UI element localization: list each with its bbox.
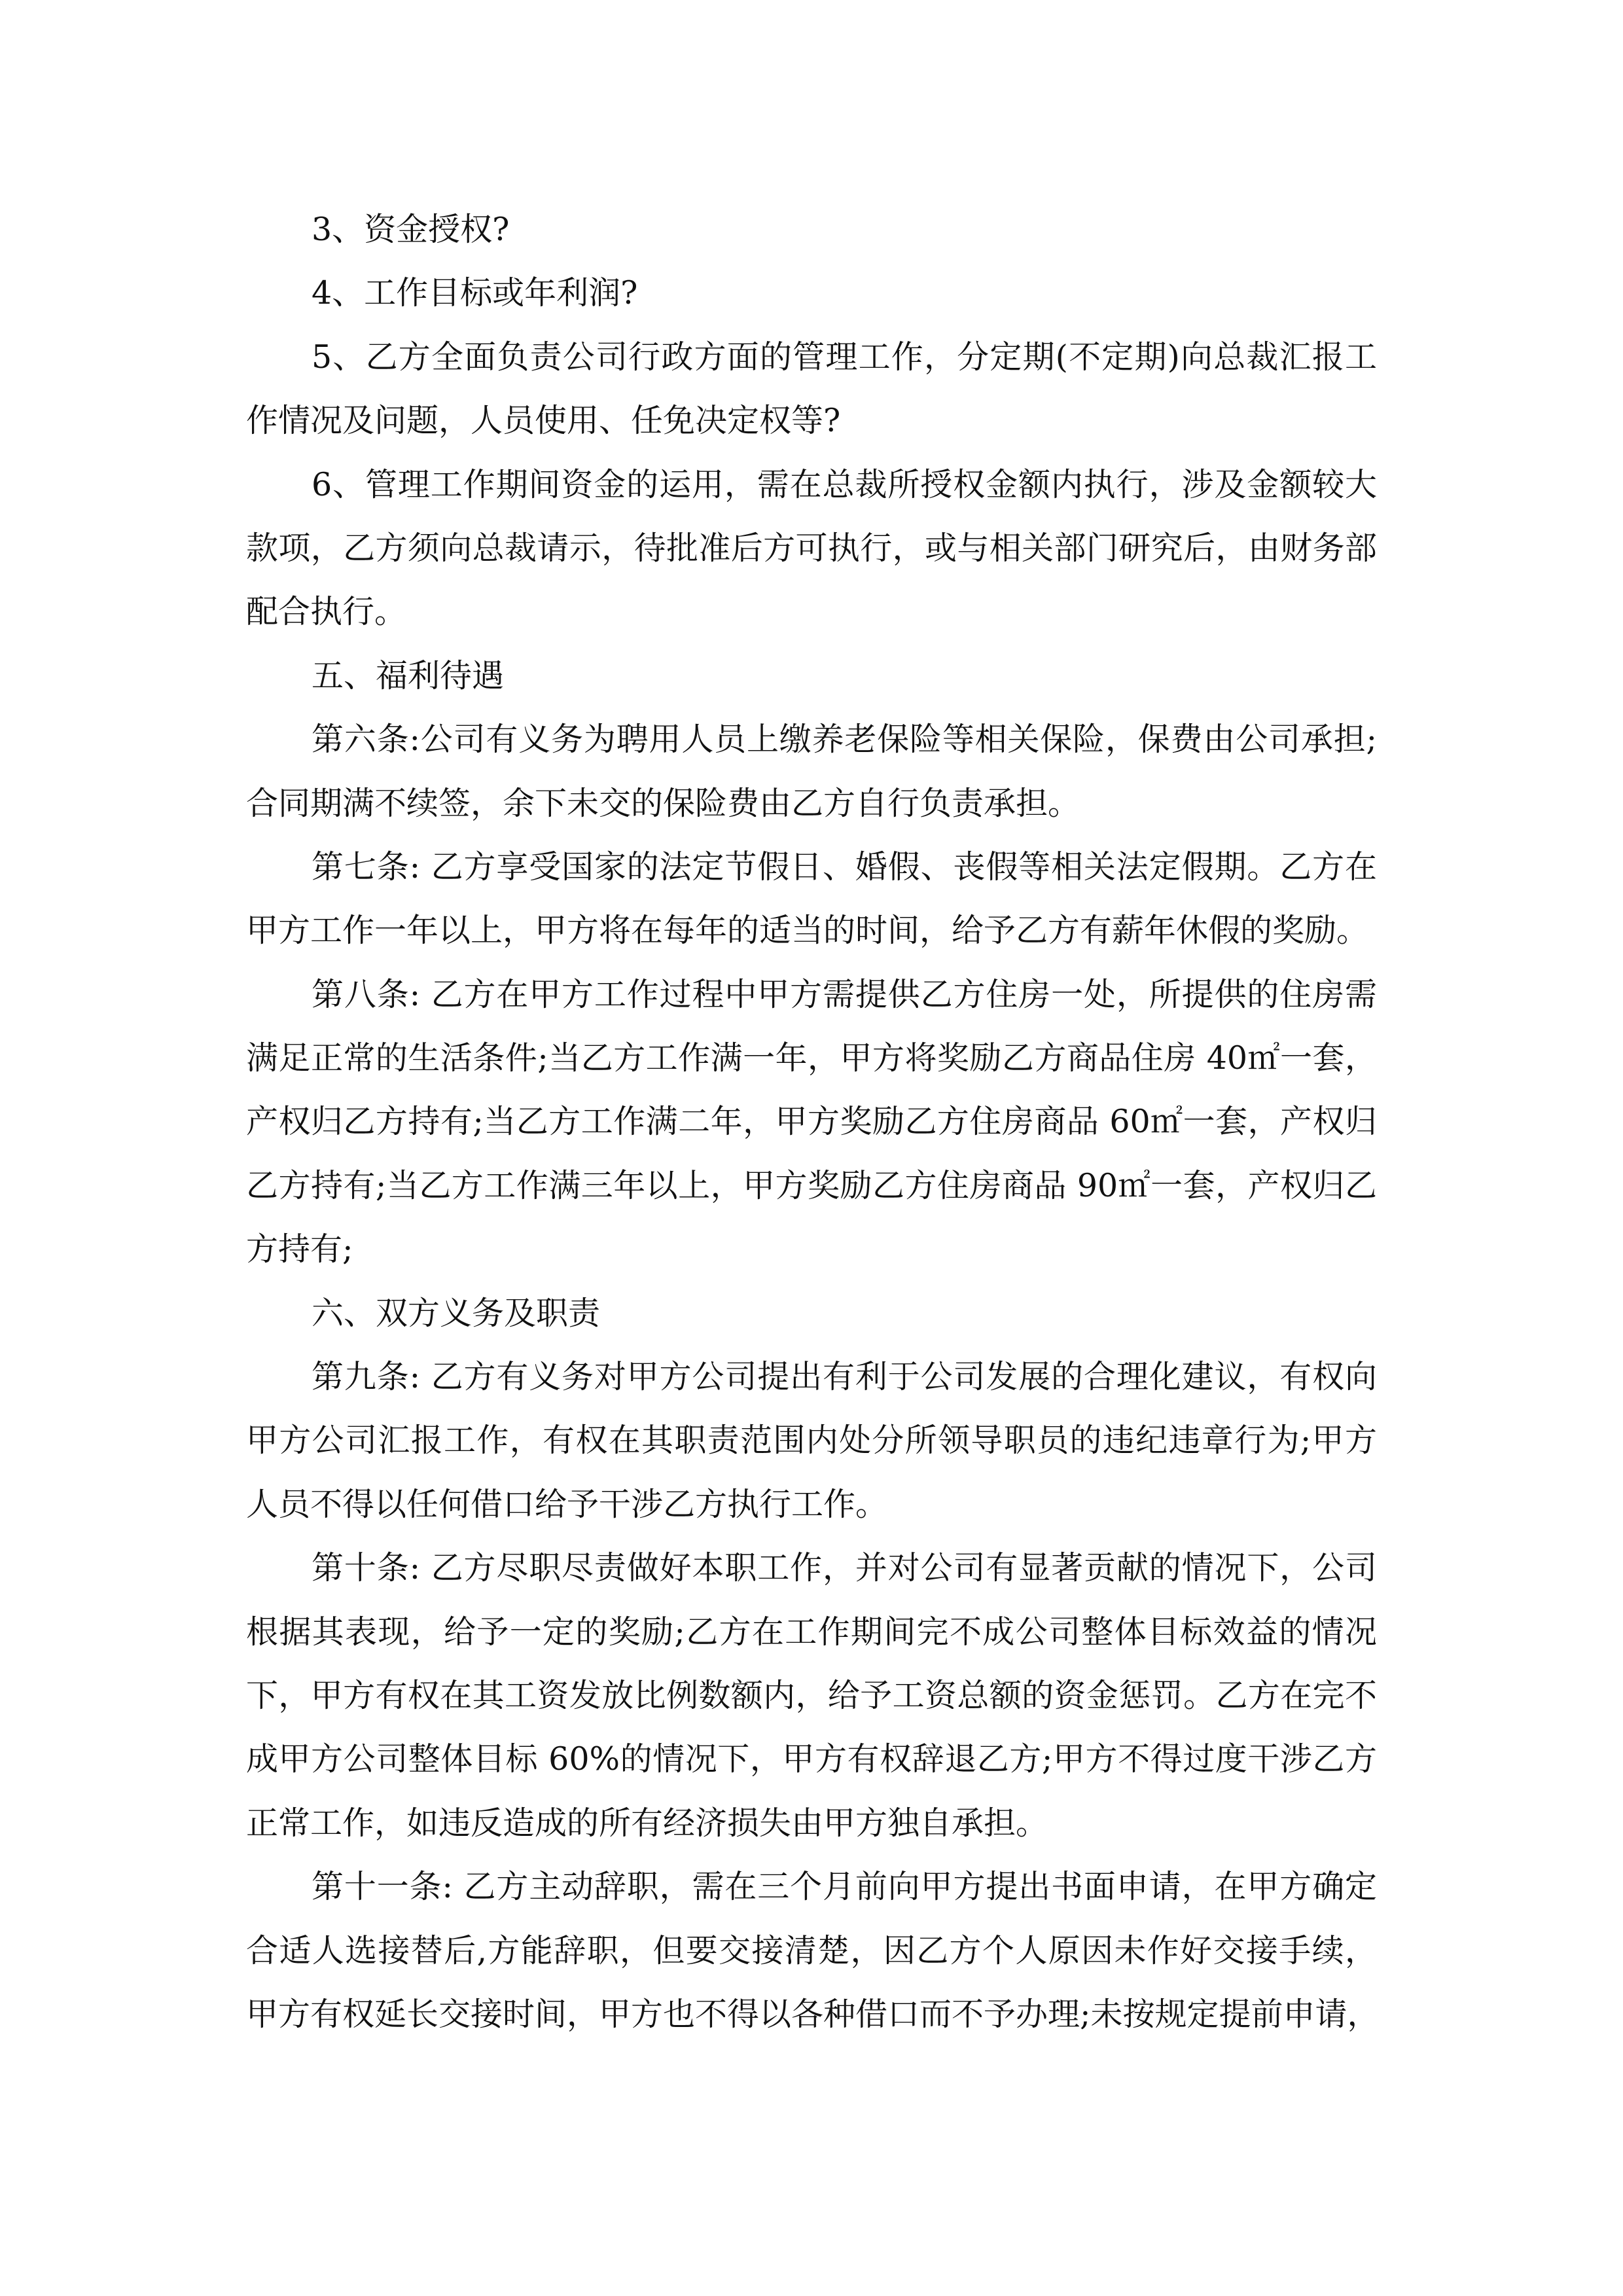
text-line: 第十条: 乙方尽职尽责做好本职工作，并对公司有显著贡献的情况下，公司 [312,1549,1377,1587]
paragraph [246,1282,1377,1345]
paragraph [246,325,1377,453]
paragraph [246,644,1377,708]
document-body [246,198,1380,2046]
paragraph [246,453,1377,644]
text-line: 6、管理工作期间资金的运用，需在总裁所授权金额内执行，涉及金额较大 [312,465,1377,503]
text-line: 五、福利待遇 [312,656,505,694]
text-line: 作情况及问题，人员使用、任免决定权等? [246,402,841,440]
text-line: 六、双方义务及职责 [312,1294,601,1332]
text-line: 第六条:公司有义务为聘用人员上缴养老保险等相关保险，保费由公司承担; [312,721,1377,759]
text-line: 第九条: 乙方有义务对甲方公司提出有利于公司发展的合理化建议，有权向 [312,1358,1377,1396]
text-line: 甲方有权延长交接时间，甲方也不得以各种借口而不予办理;未按规定提前申请， [246,1995,1380,2033]
text-line: 根据其表现，给予一定的奖励;乙方在工作期间完不成公司整体目标效益的情况 [246,1613,1377,1651]
text-line: 甲方公司汇报工作，有权在其职责范围内处分所领导职员的违纪违章行为;甲方 [246,1422,1377,1460]
paragraph [246,1855,1380,2046]
text-line: 产权归乙方持有;当乙方工作满二年，甲方奖励乙方住房商品 60㎡一套，产权归 [246,1103,1377,1141]
paragraph [246,708,1377,835]
text-line: 第七条: 乙方享受国家的法定节假日、婚假、丧假等相关法定假期。乙方在 [312,848,1377,886]
paragraph [246,1345,1377,1536]
text-line: 正常工作，如违反造成的所有经济损失由甲方独自承担。 [246,1804,1048,1842]
text-line: 5、乙方全面负责公司行政方面的管理工作，分定期(不定期)向总裁汇报工 [312,338,1377,376]
text-line: 乙方持有;当乙方工作满三年以上，甲方奖励乙方住房商品 90㎡一套，产权归乙 [246,1166,1377,1204]
paragraph [246,198,1377,261]
text-line: 款项，乙方须向总裁请示，待批准后方可执行，或与相关部门研究后，由财务部 [246,529,1377,567]
text-line: 成甲方公司整体目标 60%的情况下，甲方有权辞退乙方;甲方不得过度干涉乙方 [246,1740,1377,1778]
paragraph [246,261,1377,325]
text-line: 4、工作目标或年利润? [312,274,638,312]
text-line: 人员不得以任何借口给予干涉乙方执行工作。 [246,1485,888,1523]
text-line: 合适人选接替后,方能辞职，但要交接清楚，因乙方个人原因未作好交接手续， [246,1931,1377,1969]
text-line: 下，甲方有权在其工资发放比例数额内，给予工资总额的资金惩罚。乙方在完不 [246,1676,1377,1714]
text-line: 第十一条: 乙方主动辞职，需在三个月前向甲方提出书面申请，在甲方确定 [312,1868,1377,1906]
text-line: 甲方工作一年以上，甲方将在每年的适当的时间，给予乙方有薪年休假的奖励。 [246,912,1369,950]
text-line: 合同期满不续签，余下未交的保险费由乙方自行负责承担。 [246,784,1080,822]
paragraph [246,963,1377,1282]
text-line: 第八条: 乙方在甲方工作过程中甲方需提供乙方住房一处，所提供的住房需 [312,975,1377,1013]
text-line: 方持有; [246,1230,353,1268]
text-line: 满足正常的生活条件;当乙方工作满一年，甲方将奖励乙方商品住房 40㎡一套， [246,1039,1377,1077]
text-line: 配合执行。 [246,593,407,631]
paragraph [246,1536,1377,1855]
text-line: 3、资金授权? [312,211,510,248]
paragraph [246,835,1377,963]
